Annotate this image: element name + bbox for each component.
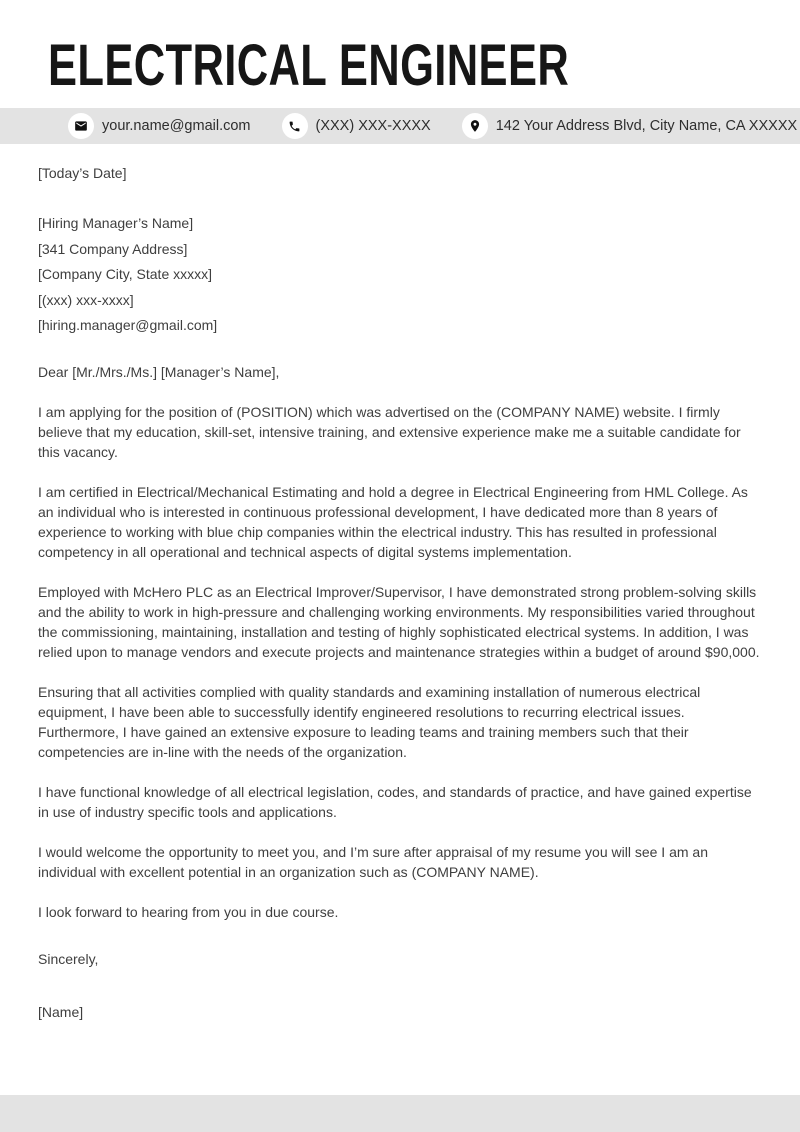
paragraph-certification: I am certified in Electrical/Mechanical Estimating and hold a degree in Electrical Engineering from HML College. As an individual who is interested in continuous professional development, I have dedicated more than 8 years of experience to working with blue chip companies within the electrical industry. This has resulted in professional competency in all operational and technical aspects of digital systems implementation. [38, 484, 748, 561]
contact-address-text: 142 Your Address Blvd, City Name, CA XXXXX [495, 118, 798, 134]
recipient-email-line: [hiring.manager@gmail.com] [38, 317, 218, 334]
contact-bar [0, 108, 800, 144]
date-line: [Today’s Date] [38, 165, 127, 181]
page-title [48, 33, 800, 98]
paragraph-intro: I am applying for the position of (POSITION) which was advertised on the (COMPANY NAME) website. I firmly believe that my education, skill-set, intensive training, and extensive experience make me a suitable candidate for this vacancy. [38, 404, 741, 461]
paragraph-employment: Employed with McHero PLC as an Electrical Improver/Supervisor, I have demonstrated strong problem-solving skills and the ability to work in high-pressure and challenging working environments. My responsibilities varied throughout the commissioning, maintaining, installation and testing of highly sophisticated electrical systems. In addition, I was relied upon to manage vendors and execute projects and maintenance strategies within a budget of around $90,000. [38, 584, 760, 661]
salutation: Dear [Mr./Mrs./Ms.] [Manager’s Name], [38, 364, 280, 381]
paragraph-quality: Ensuring that all activities complied with quality standards and examining installation of numerous electrical equipment, I have been able to successfully identify engineered resolutions to recurring electrical issues. Furthermore, I have gained an extensive exposure to leading teams and training members such that their competencies are in-line with the needs of the organization. [38, 684, 701, 761]
page-title-text: ELECTRICAL ENGINEER [48, 33, 570, 98]
recipient-name-line: [Hiring Manager’s Name] [38, 215, 194, 232]
contact-email-text: your.name@gmail.com [102, 118, 251, 134]
closing: Sincerely, [38, 951, 99, 968]
recipient-block [38, 161, 764, 338]
footer-band [0, 1095, 800, 1132]
map-pin-icon [462, 113, 488, 139]
address-spacer [38, 186, 764, 211]
paragraph-lookforward: I look forward to hearing from you in due course. [38, 904, 339, 921]
contact-phone-text: (XXX) XXX-XXXX [315, 118, 431, 134]
recipient-address-line: [341 Company Address] [38, 240, 188, 257]
signature-name: [Name] [38, 1004, 84, 1021]
contact-item-email [68, 113, 251, 139]
envelope-icon [68, 113, 94, 139]
paragraph-welcome: I would welcome the opportunity to meet you, and I’m sure after appraisal of my resume you will see I am an individual with excellent potential in an organization such as (COMPANY NAME). [38, 844, 708, 881]
paragraph-knowledge: I have functional knowledge of all electrical legislation, codes, and standards of practice, and have gained expertise in use of industry specific tools and applications. [38, 784, 752, 821]
letter-body [0, 144, 800, 1022]
contact-item-phone [282, 113, 431, 139]
recipient-city-line: [Company City, State xxxxx] [38, 266, 213, 283]
contact-item-address [462, 113, 797, 139]
recipient-phone-line: [(xxx) xxx-xxxx] [38, 291, 134, 308]
phone-icon [282, 113, 308, 139]
